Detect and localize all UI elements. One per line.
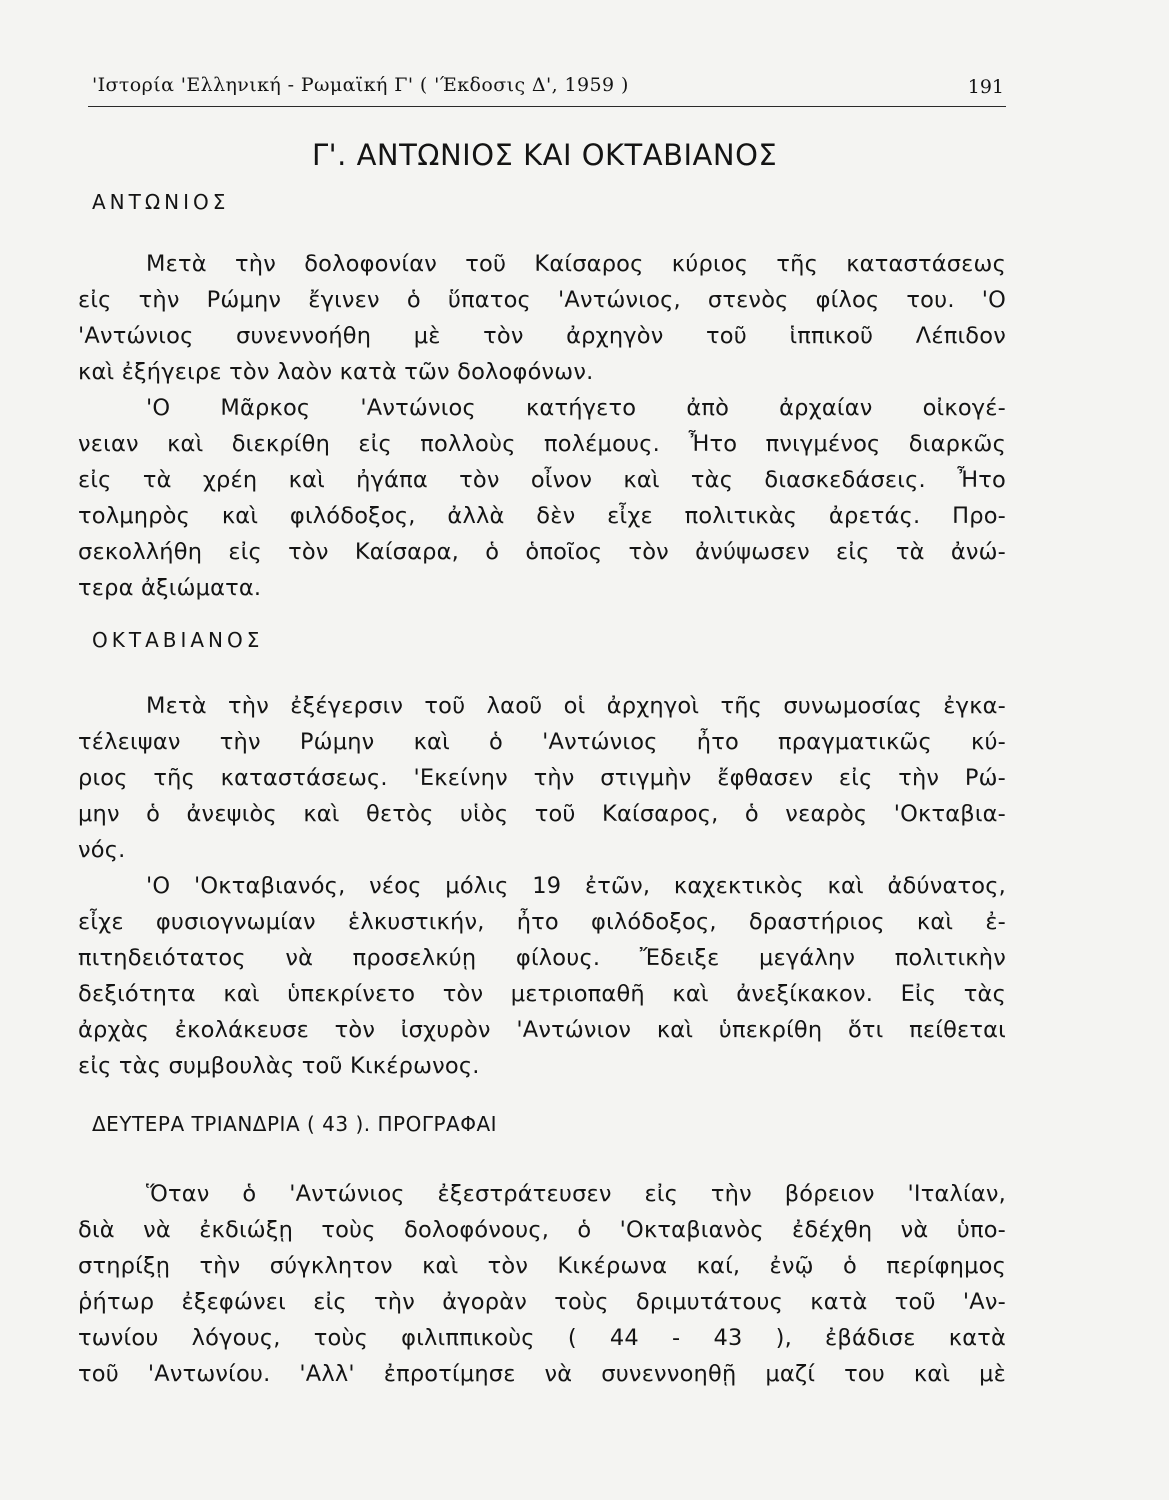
text-line: νός.: [78, 837, 126, 863]
text-line: 'Ο Μᾶρκος 'Αντώνιος κατήγετο ἀπὸ ἀρχαίαν οἰκογέ-: [146, 395, 1006, 421]
text-line: εἰς τὰ χρέη καὶ ἠγάπα τὸν οἶνον καὶ τὰς διασκεδάσεις. Ἦτο: [78, 467, 1006, 493]
text-line: εἶχε φυσιογνωμίαν ἑλκυστικήν, ἦτο φιλόδοξος, δραστήριος καὶ ἐ-: [78, 909, 1006, 935]
text-line: ριος τῆς καταστάσεως. 'Εκείνην τὴν στιγμὴν ἔφθασεν εἰς τὴν Ρώ-: [78, 765, 1006, 791]
text-line: τολμηρὸς καὶ φιλόδοξος, ἀλλὰ δὲν εἶχε πολιτικὰς ἀρετάς. Προ-: [78, 503, 1006, 529]
section-heading-oktavianos: ΟΚΤΑΒΙΑΝΟΣ: [92, 628, 264, 652]
running-title: 'Ιστορία 'Ελληνική - Ρωμαϊκή Γ' ( 'Έκδοσις Δ', 1959 ): [92, 74, 629, 96]
text-line: σεκολλήθη εἰς τὸν Καίσαρα, ὁ ὁποῖος τὸν ἀνύψωσεν εἰς τὰ ἀνώ-: [78, 539, 1006, 565]
paragraph: [78, 1176, 1006, 1392]
text-line: εἰς τὴν Ρώμην ἔγινεν ὁ ὕπατος 'Αντώνιος, στενὸς φίλος του. 'Ο: [78, 287, 1006, 313]
text-line: καὶ ἐξήγειρε τὸν λαὸν κατὰ τῶν δολοφόνων.: [78, 359, 594, 385]
text-line: τωνίου λόγους, τοὺς φιλιππικοὺς ( 44 - 43 ), ἐβάδισε κατὰ: [78, 1325, 1006, 1351]
text-line: μην ὁ ἀνεψιὸς καὶ θετὸς υἱὸς τοῦ Καίσαρος, ὁ νεαρὸς 'Οκταβια-: [78, 801, 1006, 827]
paragraph: [78, 246, 1006, 390]
text-line: Μετὰ τὴν δολοφονίαν τοῦ Καίσαρος κύριος τῆς καταστάσεως: [146, 251, 1006, 277]
paragraph: [78, 868, 1006, 1084]
text-line: νειαν καὶ διεκρίθη εἰς πολλοὺς πολέμους. Ἦτο πνιγμένος διαρκῶς: [78, 431, 1006, 457]
paragraph: [78, 390, 1006, 606]
text-line: τοῦ 'Αντωνίου. 'Αλλ' ἐπροτίμησε νὰ συνεννοηθῇ μαζί του καὶ μὲ: [78, 1361, 1006, 1387]
section-heading-second-triumvirate: ΔΕΥΤΕΡΑ ΤΡΙΑΝΔΡΙΑ ( 43 ). ΠΡΟΓΡΑΦΑΙ: [92, 1112, 498, 1136]
page-number: 191: [967, 76, 1004, 98]
chapter-title: Γ'. ΑΝΤΩΝΙΟΣ ΚΑΙ ΟΚΤΑΒΙΑΝΟΣ: [312, 138, 778, 172]
text-line: ῥήτωρ ἐξεφώνει εἰς τὴν ἀγορὰν τοὺς δριμυτάτους κατὰ τοῦ 'Αν-: [78, 1289, 1006, 1315]
text-line: διὰ νὰ ἐκδιώξῃ τοὺς δολοφόνους, ὁ 'Οκταβιανὸς ἐδέχθη νὰ ὑπο-: [78, 1217, 1006, 1243]
running-header: [88, 72, 1006, 107]
text-line: Μετὰ τὴν ἐξέγερσιν τοῦ λαοῦ οἱ ἀρχηγοὶ τῆς συνωμοσίας ἐγκα-: [146, 693, 1006, 719]
text-line: δεξιότητα καὶ ὑπεκρίνετο τὸν μετριοπαθῆ καὶ ἀνεξίκακον. Εἰς τὰς: [78, 981, 1006, 1007]
text-line: πιτηδειότατος νὰ προσελκύῃ φίλους. Ἔδειξε μεγάλην πολιτικὴν: [78, 945, 1006, 971]
text-line: τερα ἀξιώματα.: [78, 575, 262, 601]
text-line: ἀρχὰς ἐκολάκευσε τὸν ἰσχυρὸν 'Αντώνιον καὶ ὑπεκρίθη ὅτι πείθεται: [78, 1017, 1006, 1043]
text-line: στηρίξῃ τὴν σύγκλητον καὶ τὸν Κικέρωνα καί, ἐνῷ ὁ περίφημος: [78, 1253, 1006, 1279]
section-heading-antonios: ΑΝΤΩΝΙΟΣ: [92, 190, 230, 214]
text-line: 'Αντώνιος συνεννοήθη μὲ τὸν ἀρχηγὸν τοῦ ἱππικοῦ Λέπιδον: [78, 323, 1006, 349]
text-line: εἰς τὰς συμβουλὰς τοῦ Κικέρωνος.: [78, 1053, 480, 1079]
text-line: Ὅταν ὁ 'Αντώνιος ἐξεστράτευσεν εἰς τὴν βόρειον 'Ιταλίαν,: [146, 1181, 1006, 1207]
text-line: 'Ο 'Οκταβιανός, νέος μόλις 19 ἐτῶν, καχεκτικὸς καὶ ἀδύνατος,: [146, 873, 1006, 899]
text-line: τέλειψαν τὴν Ρώμην καὶ ὁ 'Αντώνιος ἦτο πραγματικῶς κύ-: [78, 729, 1006, 755]
paragraph: [78, 688, 1006, 868]
